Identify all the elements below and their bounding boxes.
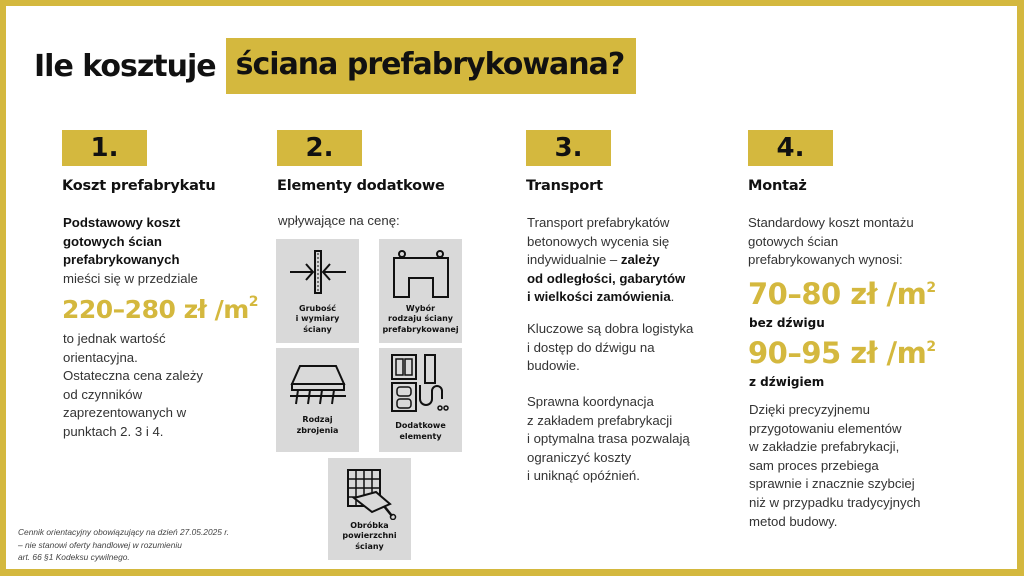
body-line: Ostateczna cena zależy [63,368,204,384]
factor-tile-reinforcement [276,348,359,452]
title-highlight: ściana prefabrykowana? [226,38,637,94]
title-plain: Ile kosztuje [34,48,216,84]
body-line: od czynników [63,386,143,402]
price-prefab [62,294,258,324]
column-heading-1: Koszt prefabrykatu [62,178,216,194]
column-heading-2: Elementy dodatkowe [277,178,445,194]
price-with-crane: 90–95 zł $/m^2$ [748,336,936,370]
tile-label: Wybór rodzaju ściany prefabrykowanej [382,303,459,334]
column-2-subtitle: wpływające na cenę: [278,213,400,228]
tile-label: Obróbka powierzchni ściany [342,520,397,551]
column-heading-3: Transport [526,178,603,194]
tile-label: Dodatkowe elementy [395,421,446,441]
step-number-2: 2. [277,130,362,166]
step-number-1: 1. [62,130,147,166]
column-3-p2: Kluczowe są dobra logistyka i dostęp do dźwigu na budowie. [527,321,694,374]
factor-tile-wall-type [379,239,462,343]
step-number-4: 4. [748,130,833,166]
column-1-intro [63,214,198,288]
caption-with-crane: z dźwigiem [749,375,825,389]
wall-thickness-icon [288,249,348,295]
body-line: punktach 2. 3 i 4. [63,423,164,439]
column-3-p3: Sprawna koordynacja z zakładem prefabrykacji i optymalna trasa pozwalają ograniczyć koszty i uniknąć opóźnień. [527,394,690,484]
installations-icon [390,353,452,413]
price-unit-exponent: 2 [248,294,259,310]
price-disclaimer: Cennik orientacyjny obowiązujący na dzień 27.05.2025 r. – nie stanowi oferty handlowej w rozumieniu art. 66 §1 Kodeksu cywilnego. [18,527,230,563]
intro-line: mieści się w przedziale [63,270,198,286]
column-heading-4: Montaż [748,178,807,194]
body-line: orientacyjna. [63,349,138,365]
step-number-3: 3. [526,130,611,166]
tile-label: Rodzaj zbrojenia [296,415,339,435]
column-3-p1: Transport prefabrykatów betonowych wycenia się indywidualnie – zależy od odległości, gabarytów i wielkości zamówienia. [527,215,686,305]
column-1-body [63,330,203,442]
price-without-crane: 70–80 zł $/m^2$ [748,277,936,311]
factor-tile-surface [328,458,411,560]
body-line: zaprezentowanych w [63,405,187,421]
page-title [34,38,636,94]
wall-type-icon [391,249,451,299]
column-4-intro: Standardowy koszt montażu gotowych ścian prefabrykowanych wynosi: [748,215,914,268]
factor-tile-thickness [276,239,359,343]
intro-line: gotowych ścian [63,233,162,249]
intro-line: prefabrykowanych [63,252,180,268]
caption-without-crane: bez dźwigu [749,316,825,330]
factor-tile-extras [379,348,462,452]
column-4-body: Dzięki precyzyjnemu przygotowaniu elementów w zakładzie prefabrykacji, sam proces przebiega sprawnie i znacznie szybciej niż w przypadku tradycyjnych metod budowy. [749,402,921,529]
body-line: to jednak wartość [63,331,166,346]
tile-label: Grubość i wymiary ściany [295,303,340,334]
plastering-trowel-icon [340,468,400,520]
reinforcement-icon [288,358,348,406]
intro-line: Podstawowy koszt [63,215,181,230]
price-value: 220–280 zł /m [62,295,249,324]
